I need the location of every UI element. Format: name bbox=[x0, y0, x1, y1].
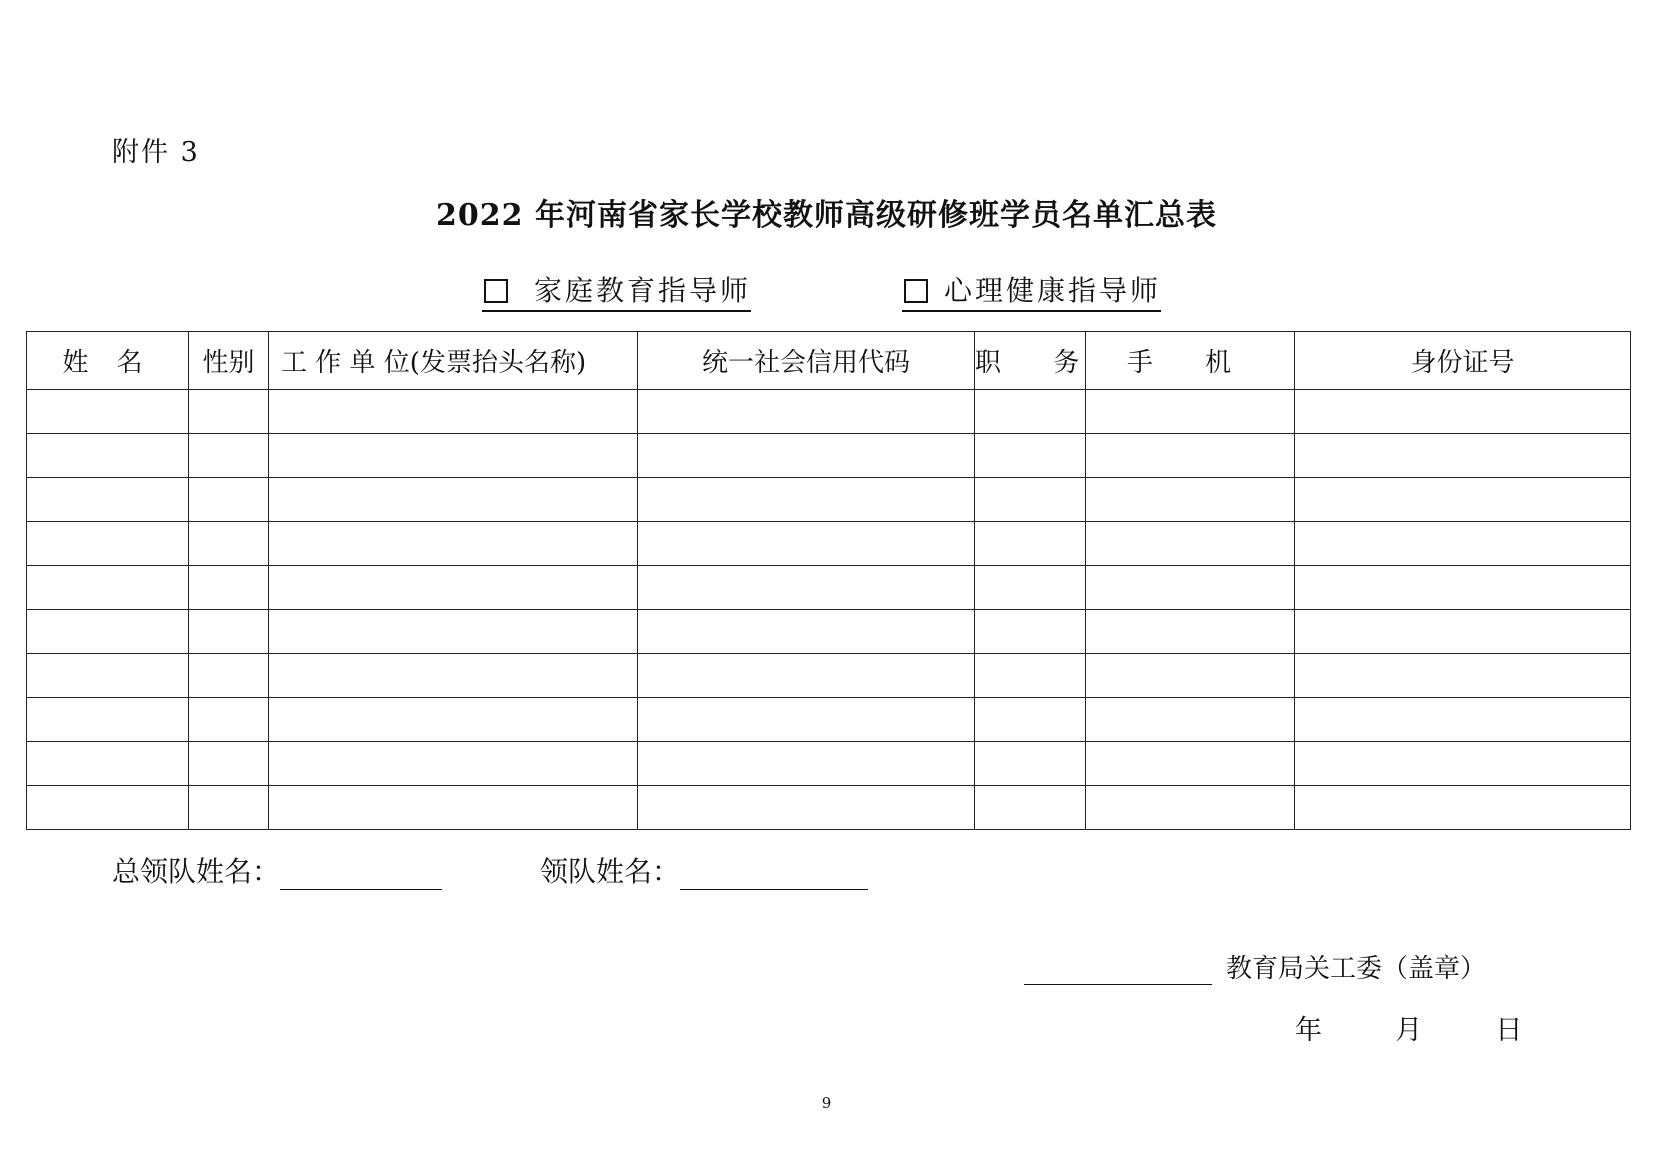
option-label: 家庭教育指导师 bbox=[534, 274, 752, 307]
table-cell[interactable] bbox=[269, 742, 638, 786]
table-cell[interactable] bbox=[269, 566, 638, 610]
table-cell[interactable] bbox=[27, 698, 189, 742]
table-cell[interactable] bbox=[975, 654, 1086, 698]
header-name: 姓 名 bbox=[27, 332, 189, 390]
option-label: 心理健康指导师 bbox=[944, 274, 1162, 307]
roster-table bbox=[26, 331, 1631, 830]
chief-leader-label: 总领队姓名： bbox=[112, 855, 281, 888]
header-credit-code: 统一社会信用代码 bbox=[638, 332, 975, 390]
checkbox-icon[interactable] bbox=[484, 279, 508, 303]
table-cell[interactable] bbox=[638, 610, 975, 654]
table-cell[interactable] bbox=[638, 478, 975, 522]
chief-leader-field bbox=[112, 850, 442, 890]
table-cell[interactable] bbox=[27, 786, 189, 830]
table-cell[interactable] bbox=[1295, 566, 1631, 610]
table-row bbox=[27, 610, 1631, 654]
table-cell[interactable] bbox=[1086, 742, 1295, 786]
date-year: 年 bbox=[1295, 1015, 1322, 1046]
table-row bbox=[27, 786, 1631, 830]
table-cell[interactable] bbox=[27, 610, 189, 654]
table-cell[interactable] bbox=[189, 698, 269, 742]
table-cell[interactable] bbox=[1295, 742, 1631, 786]
leader-field bbox=[540, 850, 868, 890]
table-cell[interactable] bbox=[975, 610, 1086, 654]
table-cell[interactable] bbox=[1295, 610, 1631, 654]
table-cell[interactable] bbox=[1295, 390, 1631, 434]
page-title: 2022 年河南省家长学校教师高级研修班学员名单汇总表 bbox=[436, 198, 1217, 233]
table-cell[interactable] bbox=[975, 742, 1086, 786]
option-family-education[interactable] bbox=[482, 274, 751, 312]
table-cell[interactable] bbox=[1295, 522, 1631, 566]
table-cell[interactable] bbox=[189, 786, 269, 830]
table-cell[interactable] bbox=[269, 390, 638, 434]
table-cell[interactable] bbox=[975, 434, 1086, 478]
table-cell[interactable] bbox=[638, 742, 975, 786]
table-row bbox=[27, 434, 1631, 478]
table-cell[interactable] bbox=[1086, 522, 1295, 566]
date-field bbox=[1295, 1008, 1522, 1047]
table-cell[interactable] bbox=[638, 434, 975, 478]
table-cell[interactable] bbox=[27, 434, 189, 478]
table-cell[interactable] bbox=[27, 478, 189, 522]
seal-blank[interactable] bbox=[1024, 954, 1212, 985]
table-cell[interactable] bbox=[638, 786, 975, 830]
table-cell[interactable] bbox=[1295, 478, 1631, 522]
table-cell[interactable] bbox=[269, 478, 638, 522]
table-cell[interactable] bbox=[1086, 654, 1295, 698]
date-day: 日 bbox=[1495, 1015, 1523, 1046]
table-cell[interactable] bbox=[1086, 786, 1295, 830]
table-cell[interactable] bbox=[27, 566, 189, 610]
table-cell[interactable] bbox=[975, 390, 1086, 434]
table-row bbox=[27, 522, 1631, 566]
table-cell[interactable] bbox=[269, 786, 638, 830]
table-cell[interactable] bbox=[269, 522, 638, 566]
seal-field bbox=[1024, 948, 1486, 985]
table-cell[interactable] bbox=[1295, 698, 1631, 742]
table-row bbox=[27, 698, 1631, 742]
header-phone: 手 机 bbox=[1086, 332, 1295, 390]
table-cell[interactable] bbox=[975, 522, 1086, 566]
table-cell[interactable] bbox=[638, 698, 975, 742]
table-cell[interactable] bbox=[27, 654, 189, 698]
table-cell[interactable] bbox=[269, 698, 638, 742]
header-work-unit: 工 作 单 位(发票抬头名称) bbox=[269, 332, 638, 390]
table-cell[interactable] bbox=[1086, 390, 1295, 434]
table-cell[interactable] bbox=[189, 654, 269, 698]
table-cell[interactable] bbox=[27, 742, 189, 786]
table-cell[interactable] bbox=[189, 742, 269, 786]
table-cell[interactable] bbox=[638, 654, 975, 698]
table-cell[interactable] bbox=[189, 478, 269, 522]
table-row bbox=[27, 742, 1631, 786]
table-cell[interactable] bbox=[1086, 698, 1295, 742]
checkbox-icon[interactable] bbox=[904, 279, 928, 303]
table-cell[interactable] bbox=[638, 390, 975, 434]
table-cell[interactable] bbox=[189, 566, 269, 610]
table-row bbox=[27, 478, 1631, 522]
leader-label: 领队姓名： bbox=[540, 855, 681, 888]
table-cell[interactable] bbox=[1086, 610, 1295, 654]
table-cell[interactable] bbox=[27, 390, 189, 434]
table-cell[interactable] bbox=[638, 522, 975, 566]
leader-blank[interactable] bbox=[680, 859, 868, 890]
header-position: 职 务 bbox=[975, 332, 1086, 390]
table-cell[interactable] bbox=[975, 478, 1086, 522]
table-row bbox=[27, 654, 1631, 698]
table-cell[interactable] bbox=[189, 434, 269, 478]
header-gender: 性别 bbox=[189, 332, 269, 390]
seal-label: 教育局关工委（盖章） bbox=[1226, 954, 1487, 984]
table-cell[interactable] bbox=[1086, 566, 1295, 610]
table-cell[interactable] bbox=[1295, 786, 1631, 830]
table-row bbox=[27, 390, 1631, 434]
page-number: 9 bbox=[821, 1094, 832, 1112]
table-cell[interactable] bbox=[975, 566, 1086, 610]
table-cell[interactable] bbox=[1086, 478, 1295, 522]
table-row bbox=[27, 566, 1631, 610]
table-cell[interactable] bbox=[1295, 434, 1631, 478]
table-cell[interactable] bbox=[269, 434, 638, 478]
table-cell[interactable] bbox=[189, 390, 269, 434]
option-mental-health[interactable] bbox=[902, 274, 1161, 312]
table-cell[interactable] bbox=[269, 654, 638, 698]
date-month: 月 bbox=[1395, 1015, 1423, 1046]
table-body bbox=[27, 390, 1631, 830]
table-cell[interactable] bbox=[189, 610, 269, 654]
table-cell[interactable] bbox=[27, 522, 189, 566]
chief-leader-blank[interactable] bbox=[280, 859, 442, 890]
table-cell[interactable] bbox=[1295, 654, 1631, 698]
table-cell[interactable] bbox=[269, 610, 638, 654]
attachment-label: 附件 3 bbox=[112, 137, 200, 168]
header-id-number: 身份证号 bbox=[1295, 332, 1631, 390]
table-cell[interactable] bbox=[975, 698, 1086, 742]
table-cell[interactable] bbox=[638, 566, 975, 610]
table-cell[interactable] bbox=[1086, 434, 1295, 478]
table-cell[interactable] bbox=[975, 786, 1086, 830]
table-header-row bbox=[27, 332, 1631, 390]
table-cell[interactable] bbox=[189, 522, 269, 566]
